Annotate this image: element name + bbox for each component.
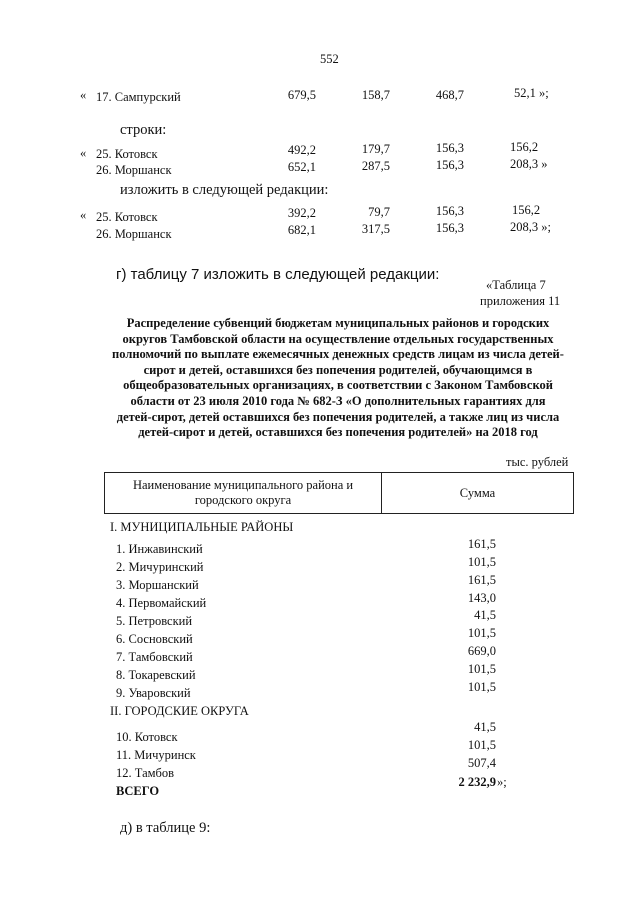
row-value-1: 492,2: [287, 143, 316, 157]
row-value-4: 208,3 »;: [510, 220, 551, 234]
row-name: 25. Котовск: [96, 210, 158, 224]
list-item: 4. Первомайский: [116, 596, 207, 610]
section-city-districts: II. ГОРОДСКИЕ ОКРУГА: [110, 704, 249, 718]
row-value-1: 679,5: [287, 88, 316, 102]
units-label: тыс. рублей: [506, 455, 569, 469]
row-value-3: 156,3: [435, 158, 464, 172]
list-item: 11. Мичуринск: [116, 748, 196, 762]
header-sum-column: Сумма: [459, 485, 496, 500]
list-item: 10. Котовск: [116, 730, 178, 744]
section-g-heading: г) таблицу 7 изложить в следующей редакции:: [116, 266, 440, 283]
page-number: 552: [320, 52, 339, 66]
table-header: [104, 472, 574, 514]
list-item: 5. Петровский: [116, 614, 193, 628]
row-value-1: 392,2: [287, 206, 316, 220]
list-item-value: 101,5: [467, 555, 496, 569]
list-item: 8. Токаревский: [116, 668, 196, 682]
row-value-2: 158,7: [361, 88, 390, 102]
row-value-3: 156,3: [435, 204, 464, 218]
row-value-1: 682,1: [287, 223, 316, 237]
row-value-3: 156,3: [435, 221, 464, 235]
section-d-heading: д) в таблице 9:: [120, 820, 211, 836]
row-value-2: 317,5: [361, 222, 390, 236]
list-item-value: 101,5: [467, 626, 496, 640]
list-item-value: 669,0: [467, 644, 496, 658]
row-value-1: 652,1: [287, 160, 316, 174]
row-name: 26. Моршанск: [96, 163, 172, 177]
list-item: 12. Тамбов: [116, 766, 175, 780]
section-municipal-districts: I. МУНИЦИПАЛЬНЫЕ РАЙОНЫ: [110, 520, 294, 534]
list-item-value: 101,5: [467, 738, 496, 752]
row-name: 17. Сампурский: [96, 90, 181, 104]
stroki-label: строки:: [120, 122, 167, 138]
open-quote: «: [80, 146, 87, 160]
list-item: 1. Инжавинский: [116, 542, 203, 556]
list-item-value: 161,5: [467, 573, 496, 587]
row-name: 25. Котовск: [96, 147, 158, 161]
row-value-4: 156,2: [510, 140, 539, 154]
total-label: ВСЕГО: [116, 784, 160, 798]
list-item: 9. Уваровский: [116, 686, 191, 700]
list-item-value: 507,4: [467, 756, 496, 770]
row-name: 26. Моршанск: [96, 227, 172, 241]
list-item: 3. Моршанский: [116, 578, 199, 592]
list-item: 2. Мичуринский: [116, 560, 204, 574]
list-item-value: 41,5: [474, 720, 496, 734]
list-item-value: 143,0: [467, 591, 496, 605]
row-value-2: 179,7: [361, 142, 390, 156]
table-title: Распределение субвенций бюджетам муниципальных районов и городских округов Тамбовской области на осуществление отдельных государственных полномочий по выплате ежемесячных денежных средств лицам из числа детей-сирот и детей, оставшихся без попечения родителей, обучающимся в общеобразовательных организациях, в соответствии с Законом Тамбовской области от 23 июля 2010 года № 682-З «О дополнительных гарантиях для детей-сирот, детей оставшихся без попечения родителей, а также лиц из числа детей-сирот и детей, оставшихся без попечения родителей» на 2018 год: [112, 316, 564, 440]
total-value: 2 232,9: [458, 775, 496, 789]
list-item-value: 101,5: [467, 662, 496, 676]
list-item-value: 161,5: [467, 537, 496, 551]
total-closing-quote: »;: [497, 775, 507, 789]
row-value-3: 156,3: [435, 141, 464, 155]
header-name-column: Наименование муниципального района и городского округа: [105, 473, 382, 513]
list-item-value: 101,5: [467, 680, 496, 694]
list-item: 6. Сосновский: [116, 632, 193, 646]
izlozhit-label: изложить в следующей редакции:: [120, 182, 329, 198]
table-ref-line1: «Таблица 7: [486, 278, 546, 292]
list-item: 7. Тамбовский: [116, 650, 193, 664]
row-value-2: 79,7: [368, 205, 390, 219]
row-value-2: 287,5: [361, 159, 390, 173]
row-value-4: 208,3 »: [510, 157, 548, 171]
open-quote: «: [80, 88, 87, 102]
open-quote: «: [80, 208, 87, 222]
row-value-4: 156,2: [512, 203, 541, 217]
list-item-value: 41,5: [474, 608, 496, 622]
table-ref-line2: приложения 11: [480, 294, 561, 308]
row-value-4: 52,1 »;: [514, 86, 549, 100]
row-value-3: 468,7: [435, 88, 464, 102]
